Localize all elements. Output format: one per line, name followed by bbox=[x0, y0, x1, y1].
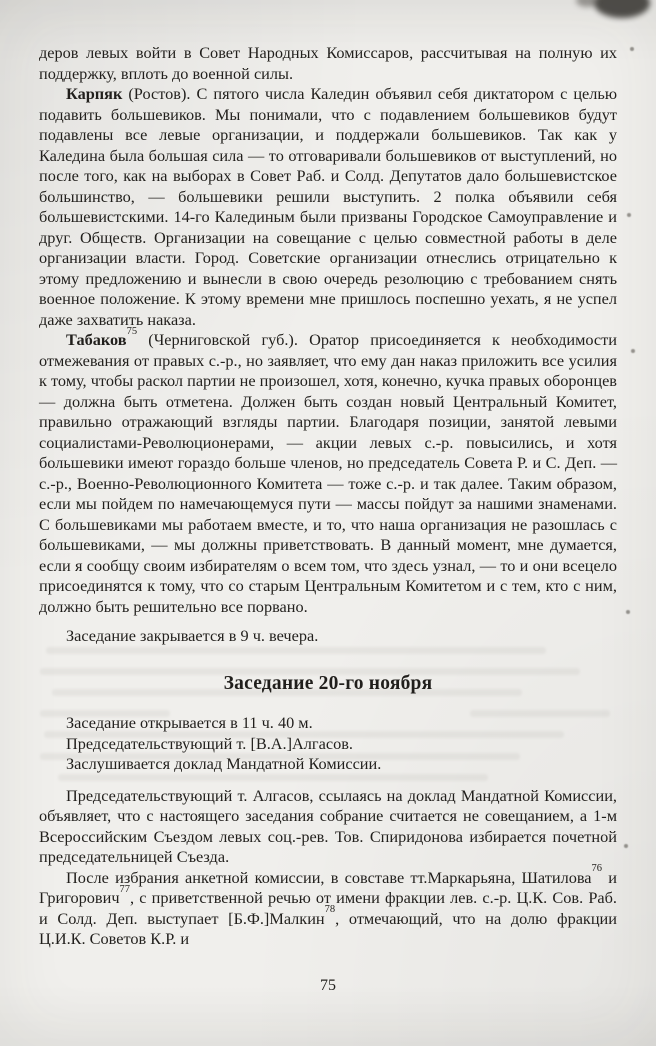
text-segment: и Григорович bbox=[39, 867, 617, 907]
footnote-ref-77: 77 bbox=[119, 883, 131, 895]
speech-tabakov bbox=[39, 325, 617, 617]
footnote-ref-76: 76 bbox=[591, 863, 603, 875]
speaker-name-karpyak: Карпяк bbox=[66, 84, 123, 103]
section-heading: Заседание 20-го ноября bbox=[223, 672, 433, 694]
paragraph-final bbox=[39, 863, 617, 950]
footnote-ref-78: 78 bbox=[324, 904, 336, 916]
speech-text: (Черниговской губ.). Оратор присоединяется к необходимости отмежевания от правых с.-р., но заявляет, что ему дан наказ приложить все усилия к тому, чтобы раскол партии не произошел, хотя, конечно, кучка правых оборонцев — должна быть отметена. Должен быть создан новый Центральный Комитет, правильно отражающий взгляды партии. Благодаря позиции, занятой левыми социалистами-Революционерами, — акции левых с.-р. повысились, и хотя большевики имеют гораздо больше членов, но председатель Совета Р. и С. Деп. — с.-р., Военно-Революционного Комитета — тоже с.-р. и так далее. Таким образом, если мы пойдем по намечающемуся пути — массы пойдут за нашими знаменами. С большевиками мы работаем вместе, и то, что наша организация не разошлась с большевиками, — мы должны приветствовать. В данный момент, мне думается, если я сообщу своим избирателям о всем том, что здесь узнал, — то и они всецело присоединятся к тому, что со старым Центральным Комитетом и с тем, кто с ним, должно быть решительно все порвано. bbox=[39, 330, 617, 616]
speech-text: (Ростов). С пятого числа Каледин объявил себя диктатором с целью подавить большевиков. Мы понимали, что с подавлением большевиков будут подавлены все левые организации, и поддержали большевиков. Так как у Каледина была большая сила — то отговаривали большевиков от выступлений, но после того, как на выборах в Совет Раб. и Солд. Депутатов дало большевистское большинство, — большевики решили выступить. 2 полка объявили себя большевистскими. 14-го Калединым были призваны Городское Самоуправление и друг. Обществ. Организации на совещание с целью совместной работы в деле организации власти. Город. Советские организации отнеслись отрицательно к этому предложению и вынесли в свою очередь резолюцию с требованием снять военное положение. К этому времени мне пришлось поспешно уехать, я не успел даже захватить наказа. bbox=[39, 84, 617, 329]
opening-line-2: Председательствующий т. [В.А.]Алгасов. bbox=[66, 733, 353, 753]
scan-speck bbox=[631, 349, 635, 353]
scan-speck bbox=[630, 47, 634, 51]
footnote-ref-75: 75 bbox=[126, 325, 138, 337]
speaker-name-tabakov: Табаков bbox=[66, 330, 127, 349]
page-text bbox=[39, 43, 617, 950]
paragraph-algasov: Председательствующий т. Алгасов, ссылаясь на доклад Мандатной Комиссии, объявляет, что с настоящего заседания собрание считается не совещанием, а 1-м Всероссийским Съездом левых соц.-рев. Тов. Спиридонова избирается почетной председательницей Съезда. bbox=[39, 785, 617, 866]
scan-speck bbox=[626, 610, 630, 614]
speech-karpyak bbox=[39, 84, 617, 330]
opening-line-3: Заслушивается доклад Мандатной Комиссии. bbox=[66, 754, 382, 773]
page-number: 75 bbox=[320, 977, 336, 994]
text-segment: После избрания анкетной комиссии, в совставе тт.Маркарьяна, Шатилова bbox=[66, 867, 592, 887]
scan-speck bbox=[624, 844, 628, 848]
text-segment: , отмечающий, что на долю фракции Ц.И.К. Советов К.Р. и bbox=[39, 908, 617, 948]
paragraph-continuation: деров левых войти в Совет Народных Комиссаров, рассчитывая на полную их поддержку, вплоть до военной силы. bbox=[39, 43, 617, 83]
scan-speck bbox=[627, 213, 631, 217]
opening-line-1: Заседание открывается в 11 ч. 40 м. bbox=[66, 713, 313, 732]
session-close-line: Заседание закрывается в 9 ч. вечера. bbox=[66, 626, 319, 645]
text-segment: , с приветственной речью от имени фракции лев. с.-р. Ц.К. Сов. Раб. и Солд. Деп. выступает [Б.Ф.]Малкин bbox=[39, 888, 617, 928]
